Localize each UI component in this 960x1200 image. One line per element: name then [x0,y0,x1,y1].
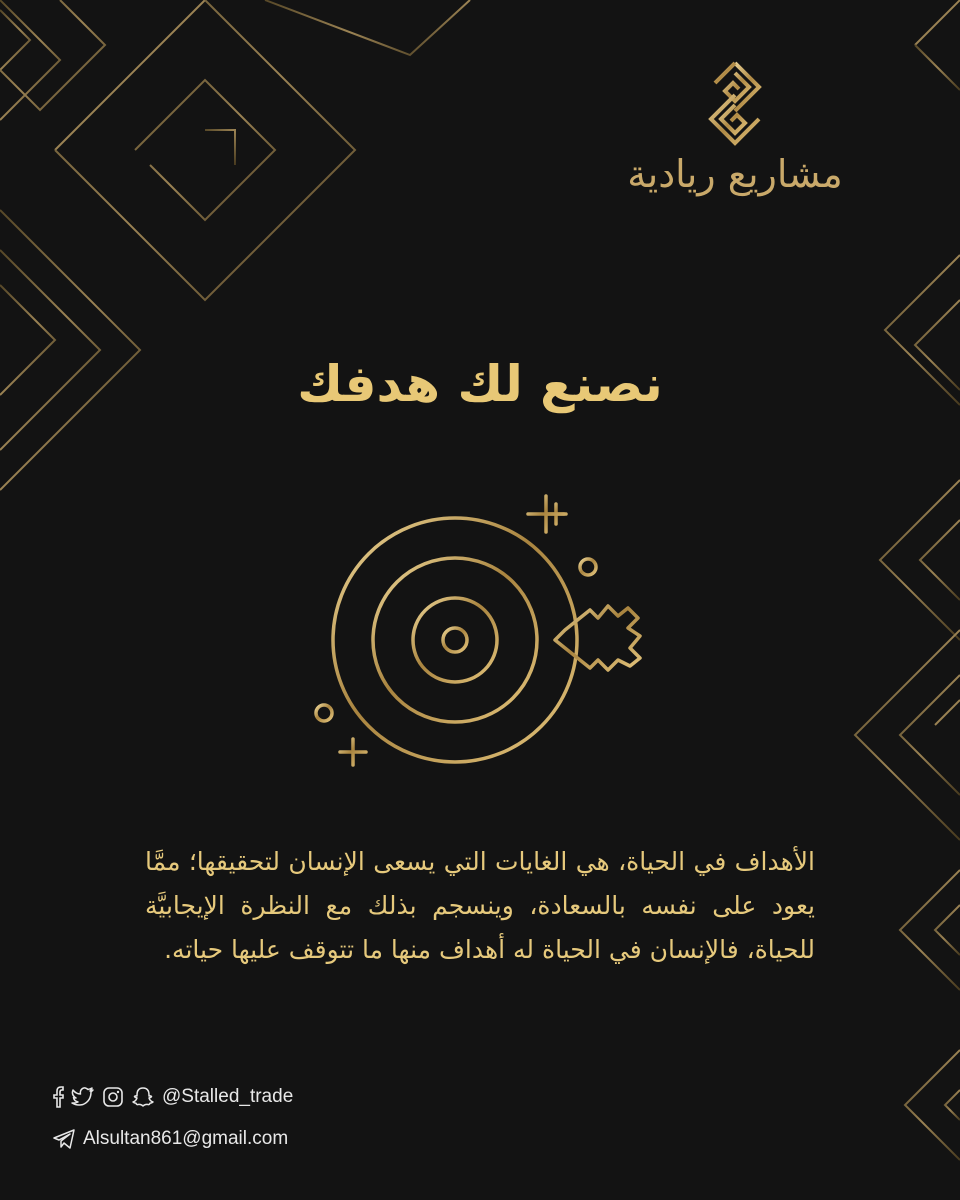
facebook-icon[interactable] [52,1086,64,1108]
email-address[interactable]: Alsultan861@gmail.com [83,1128,289,1149]
contact-info [52,1082,293,1166]
headline: نصنع لك هدفك [297,355,663,413]
brand-name: مشاريع ريادية [627,152,843,196]
social-handle[interactable]: @Stalled_trade [162,1086,294,1107]
twitter-icon[interactable] [71,1086,95,1108]
gold-key-pattern-logo-icon [703,60,767,146]
body-paragraph: الأهداف في الحياة، هي الغايات التي يسعى الإنسان لتحقيقها؛ ممَّا يعود على نفسه بالسعادة، وينسجم بذلك مع النظرة الإيجابيَّة للحياة، فالإنسان في الحياة له أهداف منها ما تتوقف عليها حياته. [145,847,815,964]
email-row [52,1124,293,1154]
social-row [52,1082,293,1112]
snapchat-icon[interactable] [131,1086,155,1108]
target-arrow-icon [300,480,660,780]
telegram-icon[interactable] [52,1128,76,1150]
brand-logo [600,60,870,196]
instagram-icon[interactable] [102,1086,124,1108]
